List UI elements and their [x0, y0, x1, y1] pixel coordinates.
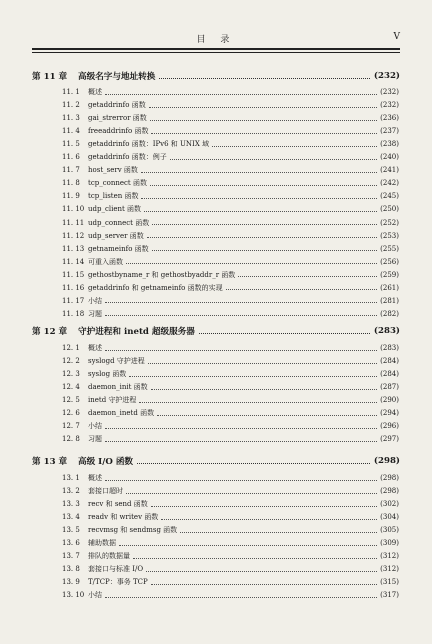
section-page: (317) [380, 591, 399, 600]
header-page-number: V [393, 32, 400, 42]
section-title: 习题 [88, 435, 102, 444]
section-number: 12. 3 [62, 370, 80, 379]
toc-entry [62, 537, 399, 549]
section-number: 11. 15 [62, 270, 85, 279]
leader-dots [105, 428, 377, 429]
toc-entry [62, 472, 399, 484]
toc-entry [62, 269, 399, 281]
section-title: udp_client 函数 [88, 205, 142, 214]
section-title: getaddrinfo 和 getnameinfo 函数的实现 [88, 283, 223, 292]
leader-dots [139, 402, 377, 403]
section-title: tcp_listen 函数 [88, 192, 139, 201]
leader-dots [147, 237, 377, 238]
section-page: (261) [380, 283, 399, 292]
toc-entry [62, 498, 399, 510]
section-title: gai_strerror 函数 [88, 114, 147, 123]
section-page: (294) [380, 409, 399, 418]
chapter-number: 第 13 章 [32, 457, 68, 467]
section-title: 习题 [88, 309, 102, 318]
section-number: 11. 6 [62, 153, 80, 162]
leader-dots [152, 224, 377, 225]
section-number: 11. 10 [62, 205, 85, 214]
section-page: (302) [380, 500, 399, 509]
section-number: 11. 16 [62, 283, 85, 292]
toc-entry [62, 433, 399, 445]
section-title: getnameinfo 函数 [88, 244, 149, 253]
leader-dots [144, 211, 377, 212]
chapter-title: 高级 I/O 函数 [78, 457, 134, 467]
toc-entry [62, 368, 399, 380]
leader-dots [146, 571, 377, 572]
section-title: freeaddrinfo 函数 [88, 127, 149, 136]
section-title: inetd 守护进程 [88, 396, 137, 405]
section-title: udp_server 函数 [88, 231, 144, 240]
section-number: 12. 1 [62, 344, 80, 352]
toc-entry [62, 589, 399, 601]
leader-dots [199, 333, 370, 334]
leader-dots [105, 302, 377, 303]
section-page: (232) [380, 88, 399, 96]
section-number: 12. 4 [62, 383, 80, 392]
section-title: 辅助数据 [88, 539, 116, 548]
section-title: getaddrinfo 函数 [88, 101, 146, 110]
leader-dots [129, 376, 377, 377]
leader-dots [150, 120, 377, 121]
header-title: 目 录 [196, 35, 236, 45]
header-rule-thick [32, 48, 400, 50]
section-number: 13. 5 [62, 526, 80, 535]
section-number: 11. 14 [62, 257, 85, 266]
section-page: (287) [380, 383, 399, 392]
toc-entry [62, 355, 399, 367]
leader-dots [238, 276, 377, 277]
section-page: (240) [380, 153, 399, 162]
chapter-title: 守护进程和 inetd 超级服务器 [78, 327, 195, 337]
toc-entry [62, 295, 399, 307]
section-page: (245) [380, 192, 399, 201]
chapter-11-heading [32, 69, 400, 83]
section-title: tcp_connect 函数 [88, 179, 147, 188]
section-page: (281) [380, 296, 399, 305]
toc-entry [62, 203, 399, 215]
leader-dots [150, 185, 377, 186]
leader-dots [126, 263, 377, 264]
section-page: (236) [380, 114, 399, 123]
section-title: recvmsg 和 sendmsg 函数 [88, 526, 178, 535]
leader-dots [151, 133, 377, 134]
section-title: getaddrinfo 函数：IPv6 和 UNIX 域 [88, 140, 210, 149]
section-page: (259) [380, 270, 399, 279]
section-number: 13. 7 [62, 552, 80, 561]
section-title: 概述 [88, 474, 102, 482]
toc-entry [62, 394, 399, 406]
leader-dots [141, 198, 377, 199]
leader-dots [151, 584, 377, 585]
section-page: (282) [380, 309, 399, 318]
leader-dots [170, 159, 377, 160]
section-page: (283) [380, 344, 399, 352]
section-page: (315) [380, 578, 399, 587]
section-number: 13. 2 [62, 487, 80, 496]
section-page: (242) [380, 179, 399, 188]
leader-dots [180, 532, 377, 533]
section-page: (232) [380, 101, 399, 110]
section-title: 排队的数据量 [88, 552, 130, 561]
leader-dots [157, 415, 377, 416]
section-number: 13. 10 [62, 591, 85, 600]
toc-entry [62, 342, 399, 354]
toc-entry [62, 550, 399, 562]
chapter-page: (283) [373, 326, 400, 336]
section-number: 13. 1 [62, 474, 80, 482]
section-page: (241) [380, 166, 399, 175]
section-number: 12. 2 [62, 357, 80, 366]
section-number: 12. 7 [62, 422, 80, 431]
section-number: 11. 12 [62, 231, 85, 240]
leader-dots [212, 146, 377, 147]
toc-entry [62, 485, 399, 497]
section-number: 11. 1 [62, 88, 80, 96]
section-title: udp_connect 函数 [88, 218, 150, 227]
toc-entry [62, 524, 399, 536]
section-page: (284) [380, 370, 399, 379]
leader-dots [105, 94, 377, 95]
section-page: (309) [380, 539, 399, 548]
section-number: 13. 9 [62, 578, 80, 587]
section-page: (298) [380, 487, 399, 496]
section-title: 概述 [88, 344, 102, 352]
section-title: gethostbyname_r 和 gethostbyaddr_r 函数 [88, 270, 236, 279]
leader-dots [226, 289, 378, 290]
toc-entry [62, 112, 399, 124]
section-title: daemon_inetd 函数 [88, 409, 155, 418]
section-page: (237) [380, 127, 399, 136]
section-number: 13. 6 [62, 539, 80, 548]
leader-dots [105, 315, 377, 316]
leader-dots [161, 519, 377, 520]
section-title: T/TCP：事务 TCP [88, 578, 148, 587]
section-page: (312) [380, 552, 399, 561]
chapter-number: 第 12 章 [32, 327, 68, 337]
section-page: (304) [380, 513, 399, 522]
section-page: (284) [380, 357, 399, 366]
leader-dots [133, 558, 377, 559]
section-number: 11. 8 [62, 179, 80, 188]
toc-entry [62, 164, 399, 176]
toc-entry [62, 511, 399, 523]
leader-dots [148, 363, 377, 364]
toc-entry [62, 381, 399, 393]
section-title: 小结 [88, 591, 102, 600]
section-number: 11. 4 [62, 127, 80, 136]
section-page: (296) [380, 422, 399, 431]
section-title: 套接口超时 [88, 487, 123, 496]
leader-dots [105, 441, 377, 442]
leader-dots [137, 463, 370, 464]
section-page: (250) [380, 205, 399, 214]
toc-entry [62, 420, 399, 432]
section-number: 11. 5 [62, 140, 80, 149]
section-page: (297) [380, 435, 399, 444]
toc-entry [62, 243, 399, 255]
section-number: 11. 3 [62, 114, 80, 123]
toc-entry [62, 282, 399, 294]
section-number: 11. 18 [62, 309, 85, 318]
header-rule-thin [32, 52, 400, 53]
leader-dots [105, 597, 377, 598]
leader-dots [126, 493, 377, 494]
chapter-title: 高级名字与地址转换 [78, 72, 156, 82]
leader-dots [159, 78, 370, 79]
section-page: (305) [380, 526, 399, 535]
leader-dots [152, 250, 377, 251]
toc-entry [62, 138, 399, 150]
section-page: (298) [380, 474, 399, 482]
section-number: 13. 8 [62, 565, 80, 574]
toc-entry [62, 86, 399, 98]
section-page: (290) [380, 396, 399, 405]
toc-entry [62, 151, 399, 163]
section-number: 11. 17 [62, 296, 85, 305]
chapter-number: 第 11 章 [32, 72, 68, 82]
section-title: recv 和 send 函数 [88, 500, 148, 509]
section-page: (253) [380, 231, 399, 240]
leader-dots [151, 389, 377, 390]
leader-dots [149, 107, 377, 108]
leader-dots [141, 172, 377, 173]
leader-dots [105, 350, 377, 351]
section-number: 11. 7 [62, 166, 80, 175]
section-page: (252) [380, 218, 399, 227]
leader-dots [151, 506, 377, 507]
section-title: host_serv 函数 [88, 166, 138, 175]
section-title: 套接口与标准 I/O [88, 565, 144, 574]
section-title: daemon_init 函数 [88, 383, 148, 392]
section-title: 小结 [88, 422, 102, 431]
toc-entry [62, 256, 399, 268]
toc-entry [62, 230, 399, 242]
section-title: 可重入函数 [88, 257, 123, 266]
section-number: 12. 6 [62, 409, 80, 418]
section-number: 12. 8 [62, 435, 80, 444]
chapter-page: (298) [373, 456, 400, 466]
section-title: syslog 函数 [88, 370, 127, 379]
section-number: 11. 2 [62, 101, 80, 110]
section-page: (238) [380, 140, 399, 149]
section-title: readv 和 writev 函数 [88, 513, 159, 522]
toc-entry [62, 190, 399, 202]
section-number: 11. 9 [62, 192, 80, 201]
toc-entry [62, 576, 399, 588]
toc-entry [62, 308, 399, 320]
toc-entry [62, 125, 399, 137]
section-title: 概述 [88, 88, 102, 96]
toc-entry [62, 177, 399, 189]
toc-entry [62, 217, 399, 229]
section-number: 13. 4 [62, 513, 80, 522]
section-title: 小结 [88, 296, 102, 305]
chapter-13-heading [32, 454, 400, 468]
section-page: (256) [380, 257, 399, 266]
leader-dots [105, 480, 377, 481]
section-title: getaddrinfo 函数：例子 [88, 153, 167, 162]
section-title: syslogd 守护进程 [88, 357, 145, 366]
toc-entry [62, 99, 399, 111]
toc-entry [62, 407, 399, 419]
page-header [32, 32, 400, 46]
section-number: 13. 3 [62, 500, 80, 509]
section-number: 11. 13 [62, 244, 85, 253]
section-number: 12. 5 [62, 396, 80, 405]
section-page: (255) [380, 244, 399, 253]
chapter-page: (232) [373, 71, 400, 81]
leader-dots [119, 545, 377, 546]
toc-entry [62, 563, 399, 575]
chapter-12-heading [32, 324, 400, 338]
section-number: 11. 11 [62, 218, 85, 227]
section-page: (312) [380, 565, 399, 574]
